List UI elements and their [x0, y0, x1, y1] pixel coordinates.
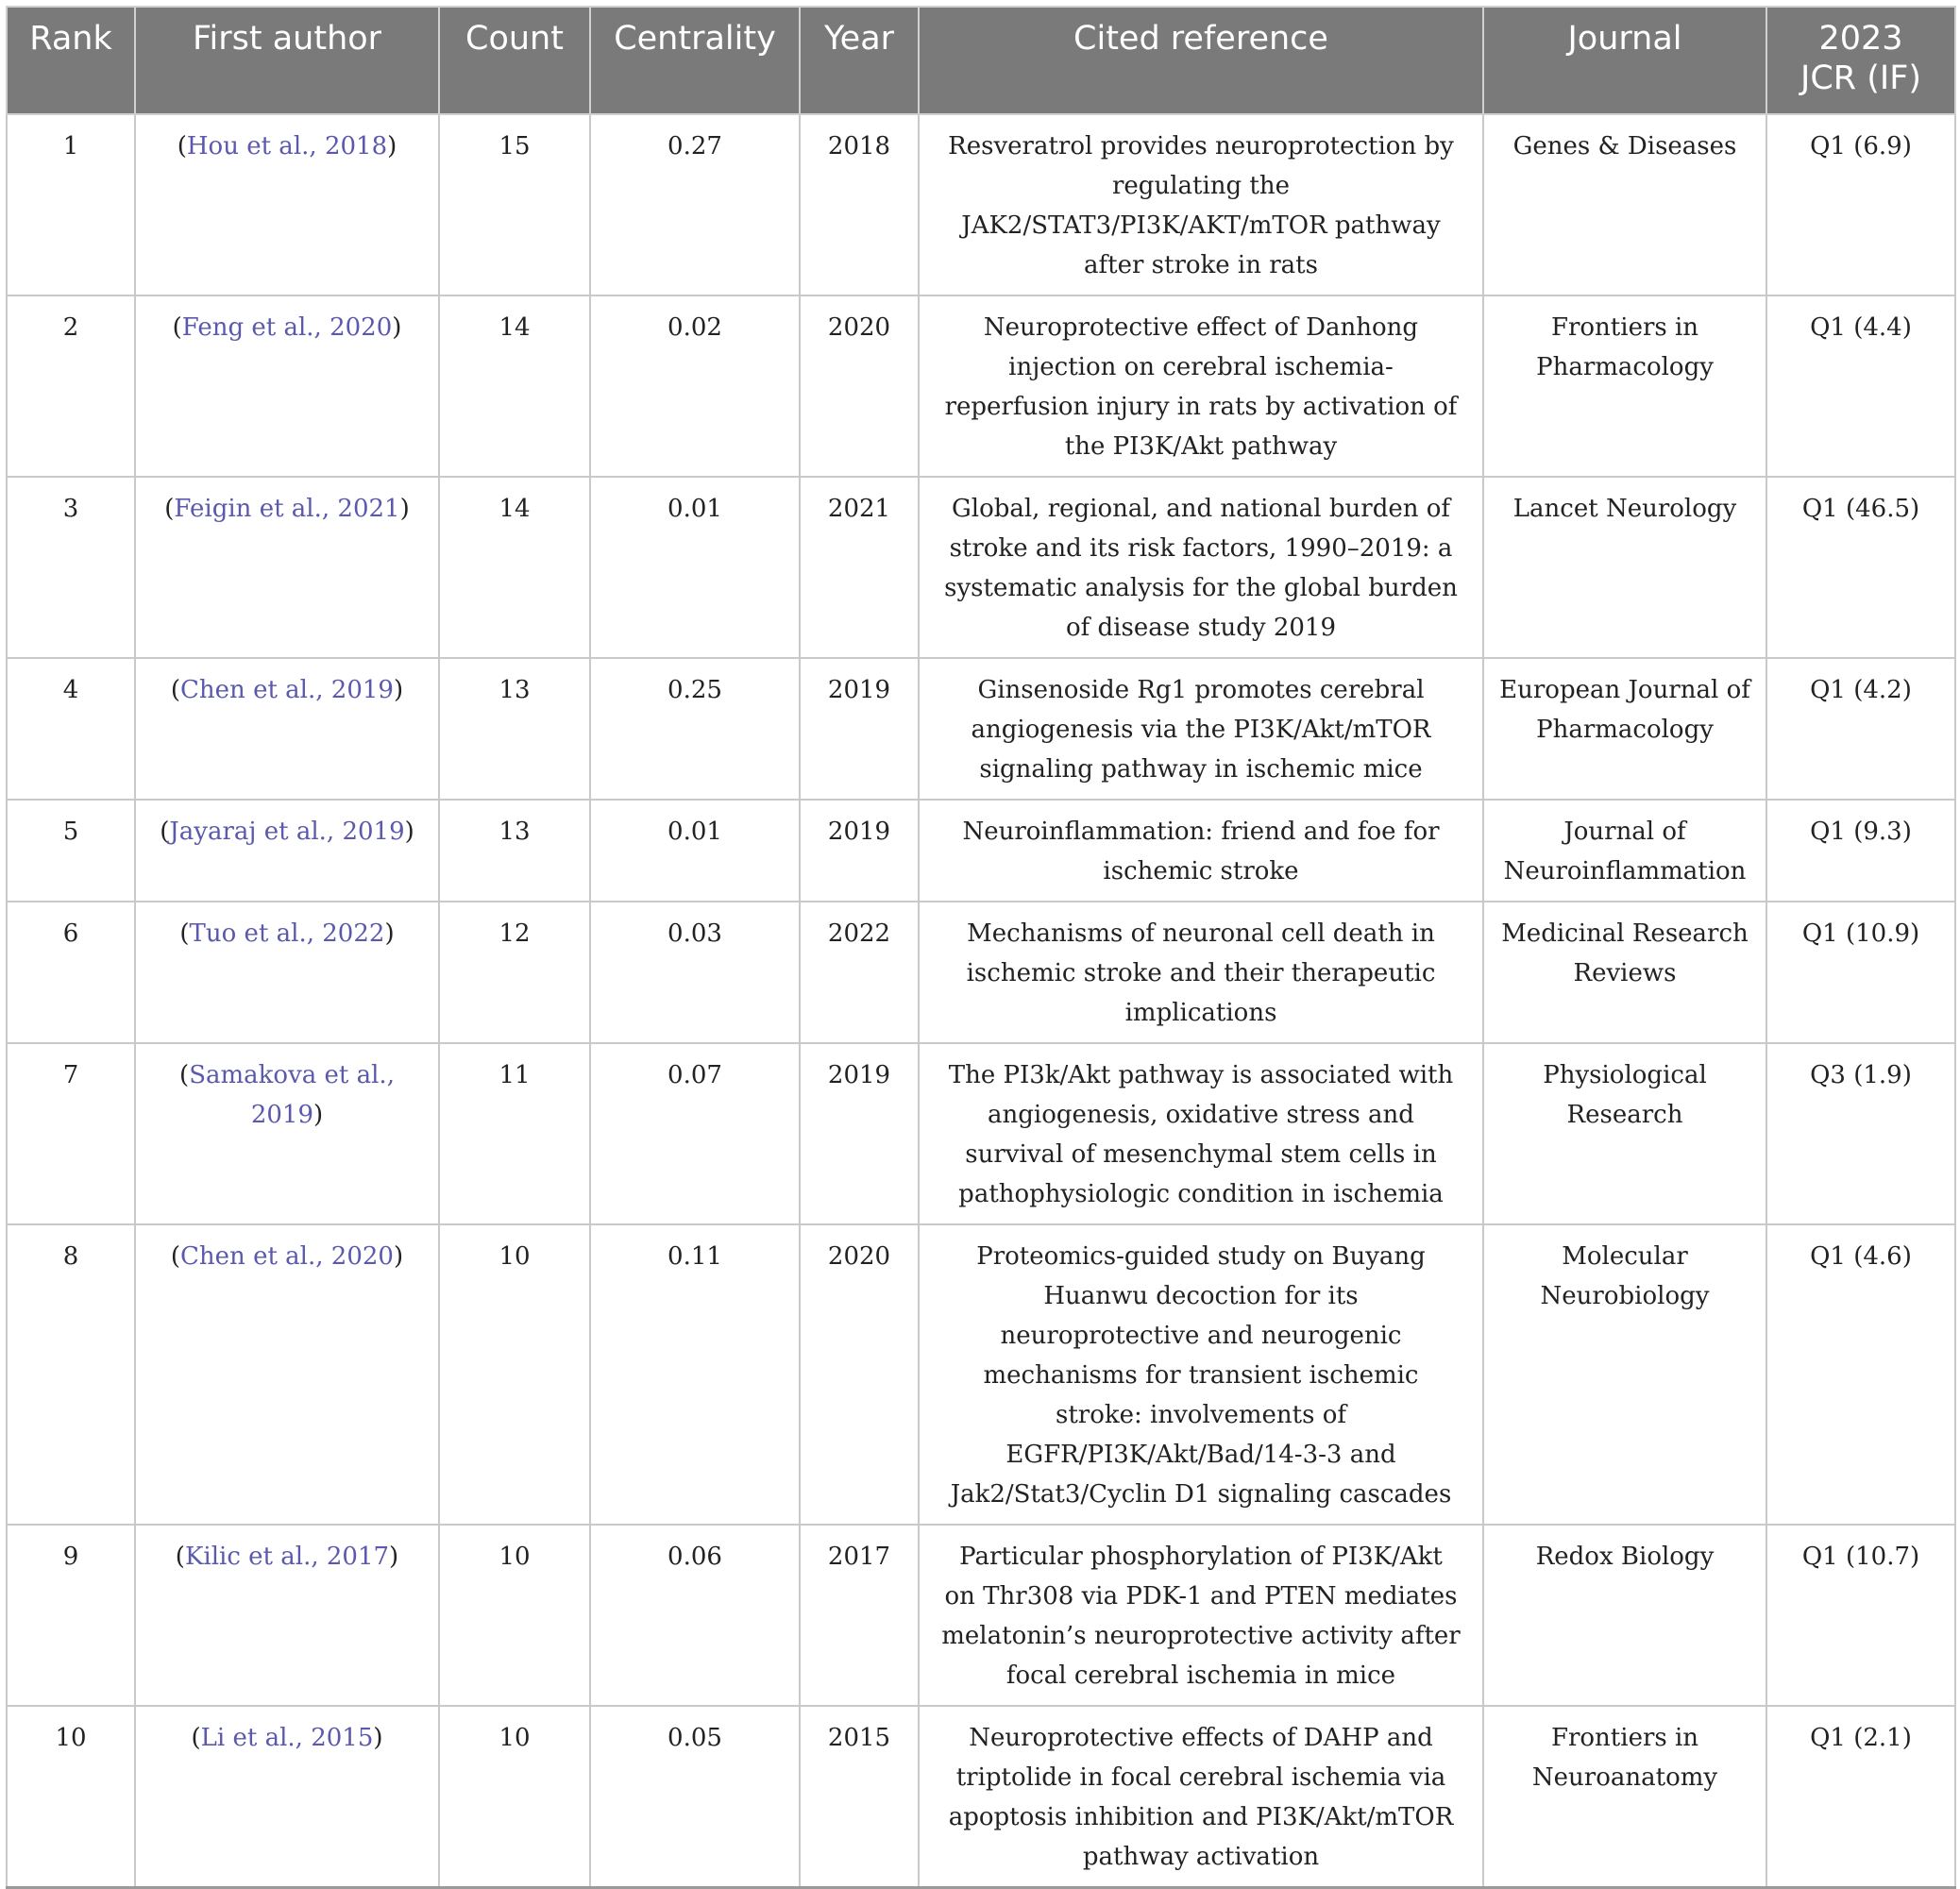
- journal-cell: Journal of Neuroinflammation: [1483, 800, 1766, 902]
- citation-close-paren: ): [399, 495, 410, 523]
- table-header: [7, 7, 1955, 114]
- year-cell: 2020: [800, 1224, 919, 1525]
- table-body: [7, 114, 1955, 1888]
- journal-cell: Frontiers in Neuroanatomy: [1483, 1706, 1766, 1888]
- rank-cell: 1: [7, 114, 135, 295]
- journal-cell: Physiological Research: [1483, 1043, 1766, 1224]
- header-jcr: [1766, 7, 1955, 114]
- jcr-cell: Q3 (1.9): [1766, 1043, 1955, 1224]
- table-row: [7, 114, 1955, 295]
- year-cell: 2017: [800, 1525, 919, 1706]
- journal-cell: European Journal of Pharmacology: [1483, 658, 1766, 800]
- year-cell: 2019: [800, 800, 919, 902]
- year-cell: 2015: [800, 1706, 919, 1888]
- journal-cell: Lancet Neurology: [1483, 477, 1766, 658]
- jcr-cell: Q1 (10.9): [1766, 902, 1955, 1043]
- author-link[interactable]: Tuo et al.,: [189, 919, 314, 948]
- jcr-cell: Q1 (4.4): [1766, 295, 1955, 477]
- table-row: [7, 1224, 1955, 1525]
- author-link[interactable]: Feng et al.,: [181, 313, 322, 342]
- cited-reference-cell: Particular phosphorylation of PI3K/Akt on Thr308 via PDK-1 and PTEN mediates melatonin’s neuroprotective activity after focal cerebral ischemia in mice: [919, 1525, 1483, 1706]
- count-cell: 14: [439, 295, 590, 477]
- header-centrality: Centrality: [590, 7, 800, 114]
- year-cell: 2021: [800, 477, 919, 658]
- author-year-link[interactable]: 2015: [311, 1724, 374, 1752]
- year-cell: 2020: [800, 295, 919, 477]
- citation-open-paren: (: [160, 818, 170, 846]
- citation-close-paren: ): [387, 132, 397, 160]
- journal-cell: Frontiers in Pharmacology: [1483, 295, 1766, 477]
- citation-open-paren: (: [172, 313, 182, 342]
- header-jcr-year: 2023: [1818, 20, 1903, 58]
- rank-cell: 6: [7, 902, 135, 1043]
- count-cell: 13: [439, 800, 590, 902]
- header-year: Year: [800, 7, 919, 114]
- cited-reference-cell: Proteomics-guided study on Buyang Huanwu decoction for its neuroprotective and neurogenic mechanisms for transient ischemic stroke: involvements of EGFR/PI3K/Akt/Bad/14-3-3 and Jak2/Stat3/Cyclin D1 signaling cascades: [919, 1224, 1483, 1525]
- rank-cell: 9: [7, 1525, 135, 1706]
- citation-close-paren: ): [373, 1724, 383, 1752]
- centrality-cell: 0.25: [590, 658, 800, 800]
- table-row: [7, 658, 1955, 800]
- first-author-cell: [135, 1525, 439, 1706]
- table-row: [7, 902, 1955, 1043]
- first-author-cell: [135, 114, 439, 295]
- header-journal: Journal: [1483, 7, 1766, 114]
- header-jcr-label: JCR (IF): [1800, 59, 1921, 97]
- table-row: [7, 1525, 1955, 1706]
- count-cell: 10: [439, 1706, 590, 1888]
- jcr-cell: Q1 (46.5): [1766, 477, 1955, 658]
- first-author-cell: [135, 1224, 439, 1525]
- journal-cell: Redox Biology: [1483, 1525, 1766, 1706]
- citation-open-paren: (: [191, 1724, 201, 1752]
- author-year-link[interactable]: 2020: [330, 1242, 394, 1271]
- centrality-cell: 0.07: [590, 1043, 800, 1224]
- table-row: [7, 477, 1955, 658]
- rank-cell: 10: [7, 1706, 135, 1888]
- header-first-author: First author: [135, 7, 439, 114]
- author-link[interactable]: Chen et al.,: [180, 676, 324, 704]
- author-year-link[interactable]: 2019: [250, 1101, 313, 1129]
- rank-cell: 3: [7, 477, 135, 658]
- table-row: [7, 295, 1955, 477]
- year-cell: 2019: [800, 658, 919, 800]
- header-cited-reference: Cited reference: [919, 7, 1483, 114]
- citation-close-paren: ): [313, 1101, 324, 1129]
- table-row: [7, 1043, 1955, 1224]
- jcr-cell: Q1 (2.1): [1766, 1706, 1955, 1888]
- header-count: Count: [439, 7, 590, 114]
- jcr-cell: Q1 (10.7): [1766, 1525, 1955, 1706]
- citation-open-paren: (: [177, 132, 187, 160]
- count-cell: 15: [439, 114, 590, 295]
- author-link[interactable]: Hou et al.,: [186, 132, 317, 160]
- citation-close-paren: ): [404, 818, 414, 846]
- rank-cell: 5: [7, 800, 135, 902]
- author-link[interactable]: Chen et al.,: [180, 1242, 324, 1271]
- first-author-cell: [135, 1043, 439, 1224]
- citation-open-paren: (: [170, 676, 181, 704]
- table-row: [7, 800, 1955, 902]
- cited-reference-cell: Neuroprotective effects of DAHP and triptolide in focal cerebral ischemia via apoptosis inhibition and PI3K/Akt/mTOR pathway activation: [919, 1706, 1483, 1888]
- journal-cell: Medicinal Research Reviews: [1483, 902, 1766, 1043]
- author-link[interactable]: Feigin et al.,: [174, 495, 330, 523]
- author-year-link[interactable]: 2020: [329, 313, 393, 342]
- centrality-cell: 0.01: [590, 477, 800, 658]
- citation-close-paren: ): [393, 1242, 404, 1271]
- centrality-cell: 0.03: [590, 902, 800, 1043]
- author-year-link[interactable]: 2022: [322, 919, 385, 948]
- first-author-cell: [135, 1706, 439, 1888]
- count-cell: 12: [439, 902, 590, 1043]
- header-rank: Rank: [7, 7, 135, 114]
- first-author-cell: [135, 477, 439, 658]
- centrality-cell: 0.01: [590, 800, 800, 902]
- citation-open-paren: (: [170, 1242, 181, 1271]
- centrality-cell: 0.02: [590, 295, 800, 477]
- cited-reference-cell: Mechanisms of neuronal cell death in ischemic stroke and their therapeutic implications: [919, 902, 1483, 1043]
- year-cell: 2019: [800, 1043, 919, 1224]
- citation-open-paren: (: [175, 1543, 185, 1571]
- rank-cell: 4: [7, 658, 135, 800]
- first-author-cell: [135, 295, 439, 477]
- cited-reference-cell: Ginsenoside Rg1 promotes cerebral angiogenesis via the PI3K/Akt/mTOR signaling pathway in ischemic mice: [919, 658, 1483, 800]
- centrality-cell: 0.27: [590, 114, 800, 295]
- citation-close-paren: ): [392, 313, 402, 342]
- citation-close-paren: ): [393, 676, 404, 704]
- first-author-cell: [135, 902, 439, 1043]
- author-link[interactable]: Li et al.,: [200, 1724, 303, 1752]
- year-cell: 2018: [800, 114, 919, 295]
- citation-open-paren: (: [179, 919, 190, 948]
- author-year-link[interactable]: 2019: [342, 818, 405, 846]
- centrality-cell: 0.06: [590, 1525, 800, 1706]
- author-link[interactable]: Samakova et al.,: [189, 1061, 395, 1089]
- author-link[interactable]: Jayaraj et al.,: [169, 818, 335, 846]
- first-author-cell: [135, 800, 439, 902]
- cited-reference-cell: Resveratrol provides neuroprotection by regulating the JAK2/STAT3/PI3K/AKT/mTOR pathway after stroke in rats: [919, 114, 1483, 295]
- count-cell: 10: [439, 1224, 590, 1525]
- jcr-cell: Q1 (6.9): [1766, 114, 1955, 295]
- jcr-cell: Q1 (4.2): [1766, 658, 1955, 800]
- cited-references-table: [6, 6, 1956, 1889]
- count-cell: 14: [439, 477, 590, 658]
- first-author-cell: [135, 658, 439, 800]
- jcr-cell: Q1 (9.3): [1766, 800, 1955, 902]
- rank-cell: 7: [7, 1043, 135, 1224]
- author-link[interactable]: Kilic et al.,: [184, 1543, 319, 1571]
- count-cell: 10: [439, 1525, 590, 1706]
- year-cell: 2022: [800, 902, 919, 1043]
- rank-cell: 2: [7, 295, 135, 477]
- author-year-link[interactable]: 2017: [326, 1543, 390, 1571]
- rank-cell: 8: [7, 1224, 135, 1525]
- cited-reference-cell: Global, regional, and national burden of stroke and its risk factors, 1990–2019: a systematic analysis for the global burden of disease study 2019: [919, 477, 1483, 658]
- cited-reference-cell: Neuroinflammation: friend and foe for ischemic stroke: [919, 800, 1483, 902]
- citation-close-paren: ): [384, 919, 395, 948]
- cited-reference-cell: The PI3k/Akt pathway is associated with angiogenesis, oxidative stress and survival of mesenchymal stem cells in pathophysiologic condition in ischemia: [919, 1043, 1483, 1224]
- cited-reference-cell: Neuroprotective effect of Danhong injection on cerebral ischemia-reperfusion injury in rats by activation of the PI3K/Akt pathway: [919, 295, 1483, 477]
- table-row: [7, 1706, 1955, 1888]
- citation-open-paren: (: [179, 1061, 190, 1089]
- centrality-cell: 0.05: [590, 1706, 800, 1888]
- citation-close-paren: ): [389, 1543, 399, 1571]
- citation-open-paren: (: [164, 495, 175, 523]
- count-cell: 11: [439, 1043, 590, 1224]
- centrality-cell: 0.11: [590, 1224, 800, 1525]
- author-year-link[interactable]: 2019: [330, 676, 394, 704]
- author-year-link[interactable]: 2018: [324, 132, 388, 160]
- jcr-cell: Q1 (4.6): [1766, 1224, 1955, 1525]
- count-cell: 13: [439, 658, 590, 800]
- journal-cell: Molecular Neurobiology: [1483, 1224, 1766, 1525]
- journal-cell: Genes & Diseases: [1483, 114, 1766, 295]
- author-year-link[interactable]: 2021: [337, 495, 400, 523]
- header-row: [7, 7, 1955, 114]
